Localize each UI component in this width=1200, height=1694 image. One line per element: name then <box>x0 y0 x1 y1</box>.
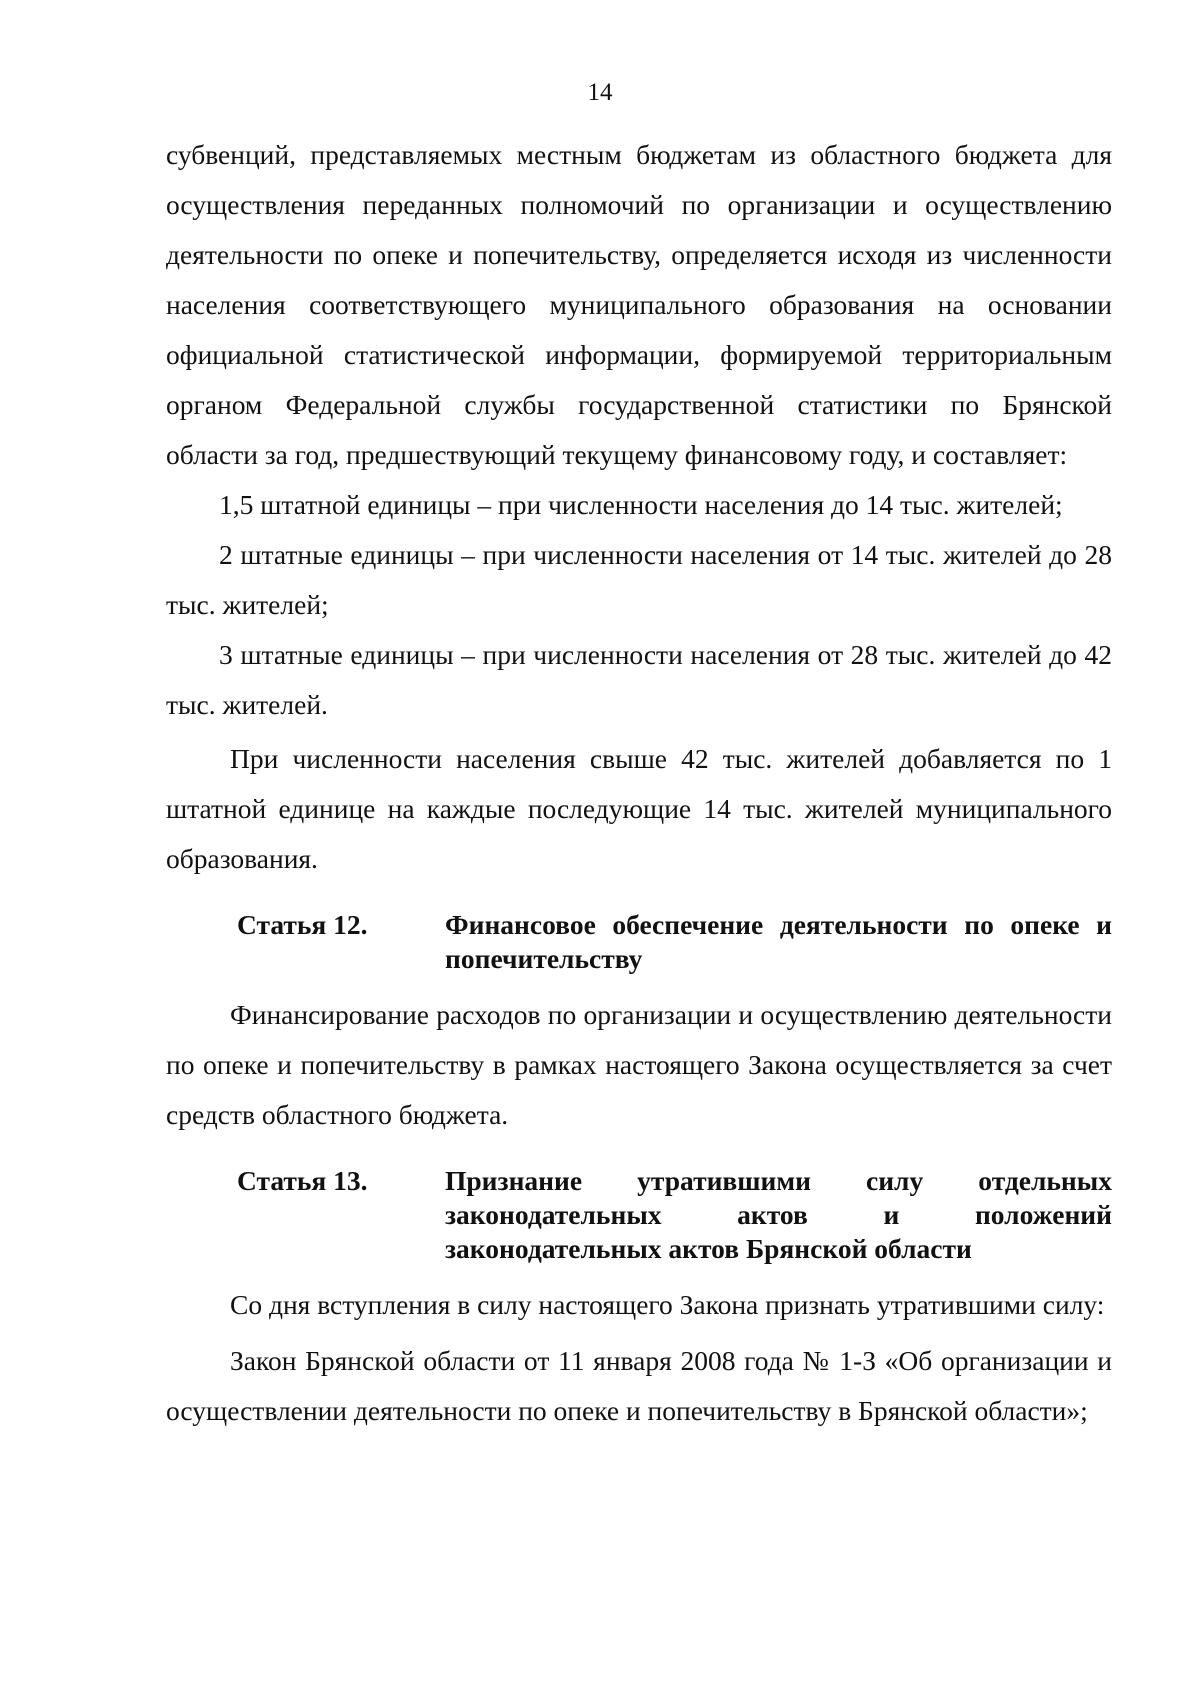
paragraph-staff-3: 3 штатные единицы – при численности населения от 28 тыс. жителей до 42 тыс. жителей. <box>166 639 1112 720</box>
article-12-title: Финансовое обеспечение деятельности по опеке и попечительству <box>445 909 1112 974</box>
article-13-text-2: Закон Брянской области от 11 января 2008 года № 1-З «Об организации и осуществлении деятельности по опеке и попечительству в Брянской области»; <box>166 1345 1112 1426</box>
paragraph-over-42: При численности населения свыше 42 тыс. жителей добавляется по 1 штатной единице на каждые последующие 14 тыс. жителей муниципального образования. <box>166 743 1112 874</box>
paragraph-staff-1-5: 1,5 штатной единицы – при численности населения до 14 тыс. жителей; <box>219 489 1063 520</box>
page-number: 14 <box>587 79 613 106</box>
article-13-text-1: Со дня вступления в силу настоящего Закона признать утратившими силу: <box>230 1289 1105 1320</box>
article-12-number: Статья 12. <box>237 909 368 940</box>
paragraph-subventions: субвенций, представляемых местным бюджетам из областного бюджета для осуществления переданных полномочий по организации и осуществлению деятельности по опеке и попечительству, определяется исходя из численности населения соответствующего муниципального образования на основании официальной статистической информации, формируемой территориальным органом Федеральной службы государственной статистики по Брянской области за год, предшествующий текущему финансовому году, и составляет: <box>166 139 1112 470</box>
article-13-number: Статья 13. <box>237 1165 368 1196</box>
article-13-heading <box>166 1164 1112 1266</box>
article-13-title: Признание утратившими силу отдельных законодательных актов и положений законодательных актов Брянской области <box>445 1165 1112 1264</box>
document-body <box>166 130 1112 1436</box>
paragraph-staff-2: 2 штатные единицы – при численности населения от 14 тыс. жителей до 28 тыс. жителей; <box>166 539 1112 620</box>
article-12-heading <box>166 908 1112 976</box>
article-12-text: Финансирование расходов по организации и осуществлению деятельности по опеке и попечительству в рамках настоящего Закона осуществляется за счет средств областного бюджета. <box>166 999 1112 1130</box>
